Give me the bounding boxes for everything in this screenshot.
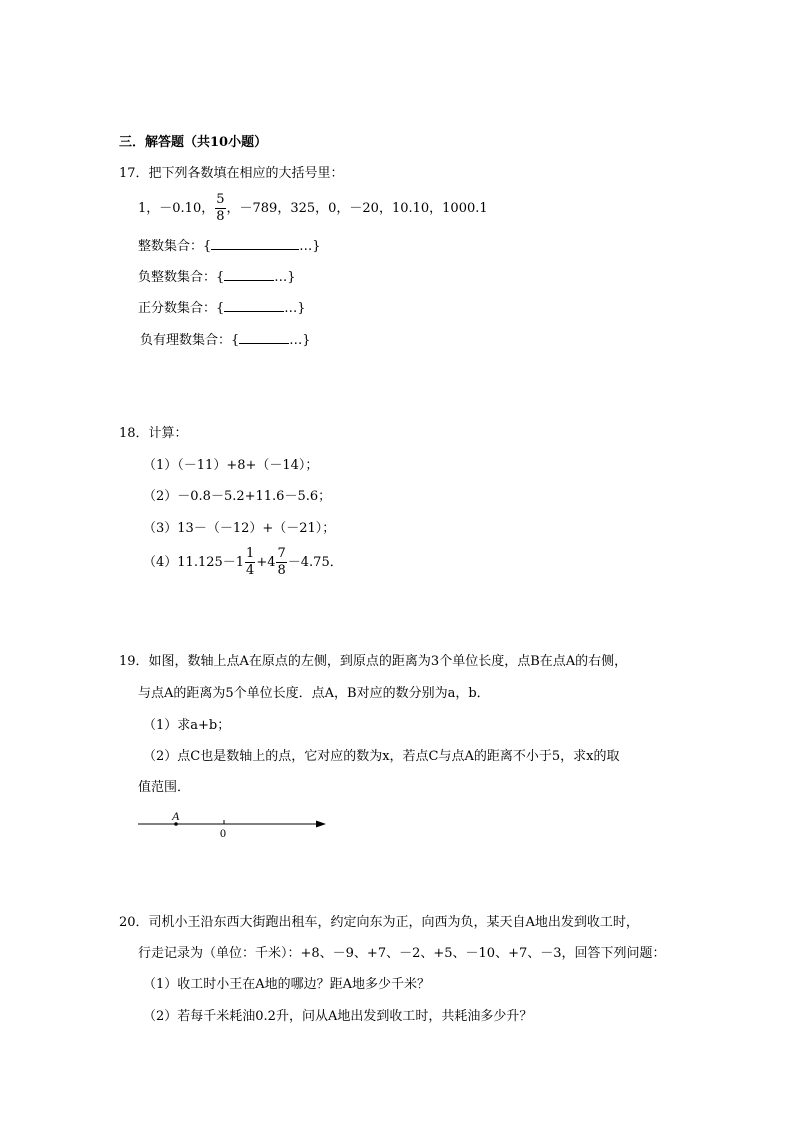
set-label: 负有理数集合：{: [140, 333, 240, 348]
answer-blank[interactable]: [224, 268, 274, 281]
set-label: 正分数集合：{: [138, 301, 225, 316]
q20-sub-1: （1）收工时小王在A地的哪边？距A地多少千米？: [143, 977, 431, 992]
set-end: …}: [274, 270, 296, 285]
q17-fraction-numerator: 5: [216, 192, 225, 207]
fraction-denominator: 8: [277, 563, 286, 578]
q18-item-4: [143, 546, 343, 579]
q19-line-1: 19．如图，数轴上点A在原点的左侧，到原点的距离为3个单位长度，点B在点A的右侧，: [119, 654, 628, 669]
q18-item4-fraction-1: [245, 546, 255, 579]
q20-line-1: 20．司机小王沿东西大街跑出租车，约定向东为正，向西为负，某天自A地出发到收工时，: [119, 915, 639, 930]
q20-line-2: 行走记录为（单位：千米）：+8、－9、+7、－2、+5、－10、+7、－3，回答下列问题：: [138, 946, 666, 961]
q17-numbers-part-a: 1，－0.10，: [138, 201, 215, 216]
fraction-numerator: 1: [246, 546, 255, 561]
q18-item4-part-c: －4.75．: [287, 555, 343, 570]
arrow-head-icon: [316, 821, 326, 828]
q18-item4-fraction-2: [276, 546, 286, 579]
q18-stem: 18．计算：: [119, 426, 188, 441]
number-line-figure: [130, 806, 340, 842]
q20-sub-2: （2）若每千米耗油0.2升，问从A地出发到收工时，共耗油多少升？: [143, 1009, 533, 1024]
fraction-denominator: 4: [246, 563, 255, 578]
set-label: 整数集合：{: [138, 239, 212, 254]
q17-set-positive-fractions: [138, 299, 306, 318]
q17-set-integers: [138, 237, 321, 256]
q19-sub-1: （1）求a+b；: [143, 718, 231, 733]
q17-set-negative-integers: [138, 268, 296, 287]
point-a-label: A: [172, 809, 180, 823]
q17-numbers: [138, 192, 488, 225]
set-label: 负整数集合：{: [138, 270, 225, 285]
q18-item4-part-a: （4）11.125－1: [143, 555, 245, 570]
q19-sub-2-line-1: （2）点C也是数轴上的点，它对应的数为x，若点C与点A的距离不小于5，求x的取: [143, 749, 620, 764]
q17-fraction-denominator: 8: [216, 209, 225, 224]
q17-fraction: [215, 192, 225, 225]
set-end: …}: [284, 301, 306, 316]
section-title: 三．解答题（共10小题）: [119, 135, 268, 150]
q17-set-negative-rationals: [140, 331, 311, 350]
q19-sub-2-line-2: 值范围．: [138, 780, 191, 795]
origin-label: 0: [220, 826, 226, 840]
answer-blank[interactable]: [224, 299, 284, 312]
set-end: …}: [299, 239, 321, 254]
q18-item-3: （3）13－（－12）+（－21）；: [143, 521, 336, 536]
q18-item-1: （1）（－11）+8+（－14）；: [143, 458, 319, 473]
set-end: …}: [289, 333, 311, 348]
q19-line-2: 与点A的距离为5个单位长度．点A，B对应的数分别为a，b．: [138, 686, 490, 701]
q17-stem: 17．把下列各数填在相应的大括号里：: [119, 166, 344, 181]
q18-item4-part-b: +4: [256, 555, 276, 570]
fraction-numerator: 7: [277, 546, 286, 561]
q17-numbers-part-b: ，－789，325，0，－20，10.10，1000.1: [226, 201, 488, 216]
answer-blank[interactable]: [239, 331, 289, 344]
q18-item-2: （2）－0.8－5.2+11.6－5.6；: [143, 489, 332, 504]
answer-blank[interactable]: [211, 237, 299, 250]
